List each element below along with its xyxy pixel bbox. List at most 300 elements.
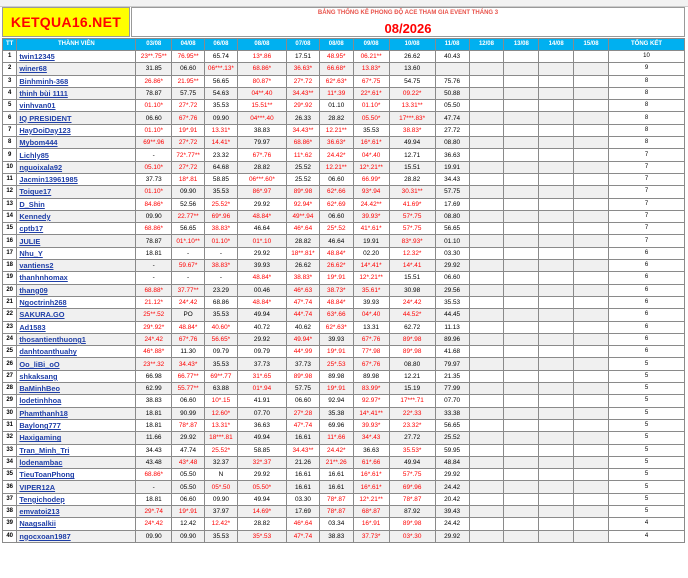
result-cell[interactable]: 40.43 bbox=[435, 51, 469, 63]
result-cell[interactable]: 89.98 bbox=[319, 370, 353, 382]
empty-cell[interactable] bbox=[539, 456, 574, 468]
result-cell[interactable] bbox=[435, 63, 469, 75]
result-cell[interactable]: 21.35 bbox=[435, 370, 469, 382]
empty-cell[interactable] bbox=[469, 149, 504, 161]
column-header[interactable]: 10/08 bbox=[389, 39, 435, 51]
empty-cell[interactable] bbox=[504, 149, 539, 161]
empty-cell[interactable] bbox=[469, 419, 504, 431]
result-cell[interactable]: 67*.76 bbox=[353, 358, 389, 370]
empty-cell[interactable] bbox=[504, 235, 539, 247]
result-cell[interactable]: 24.42* bbox=[319, 444, 353, 456]
result-cell[interactable]: 24.42 bbox=[435, 518, 469, 530]
result-cell[interactable]: 36.63* bbox=[287, 63, 320, 75]
result-cell[interactable]: 34*.43 bbox=[353, 432, 389, 444]
result-cell[interactable]: 84.86* bbox=[136, 198, 172, 210]
result-cell[interactable]: 21.95** bbox=[172, 75, 205, 87]
result-cell[interactable]: 17.69 bbox=[435, 198, 469, 210]
result-cell[interactable]: 30.98 bbox=[389, 284, 435, 296]
empty-cell[interactable] bbox=[504, 493, 539, 505]
site-logo[interactable] bbox=[2, 7, 130, 37]
result-cell[interactable]: 01.10* bbox=[136, 124, 172, 136]
result-cell[interactable]: 68.86* bbox=[136, 223, 172, 235]
result-cell[interactable]: 47.74 bbox=[172, 444, 205, 456]
empty-cell[interactable] bbox=[469, 63, 504, 75]
result-cell[interactable]: 27*.28 bbox=[287, 407, 320, 419]
empty-cell[interactable] bbox=[574, 530, 609, 542]
empty-cell[interactable] bbox=[504, 210, 539, 222]
empty-cell[interactable] bbox=[504, 383, 539, 395]
result-cell[interactable]: 67*.75 bbox=[353, 75, 389, 87]
result-cell[interactable]: 29.56 bbox=[435, 284, 469, 296]
result-cell[interactable]: 46.64 bbox=[319, 235, 353, 247]
empty-cell[interactable] bbox=[539, 149, 574, 161]
result-cell[interactable]: 57*.75 bbox=[389, 223, 435, 235]
result-cell[interactable]: 12*.21** bbox=[353, 161, 389, 173]
result-cell[interactable]: 11*.39 bbox=[319, 87, 353, 99]
result-cell[interactable]: 14*.41** bbox=[353, 407, 389, 419]
result-cell[interactable]: 58.85 bbox=[205, 173, 238, 185]
result-cell[interactable]: 35.61* bbox=[353, 284, 389, 296]
result-cell[interactable]: 34.43** bbox=[287, 87, 320, 99]
result-cell[interactable]: 13.60 bbox=[389, 63, 435, 75]
empty-cell[interactable] bbox=[504, 272, 539, 284]
result-cell[interactable]: 78*.87 bbox=[319, 493, 353, 505]
result-cell[interactable]: 79.97 bbox=[237, 137, 286, 149]
result-cell[interactable]: 06.60 bbox=[287, 395, 320, 407]
result-cell[interactable]: 89*.98 bbox=[389, 333, 435, 345]
empty-cell[interactable] bbox=[539, 432, 574, 444]
result-cell[interactable]: 87.92 bbox=[389, 505, 435, 517]
empty-cell[interactable] bbox=[504, 260, 539, 272]
result-cell[interactable]: 25.52 bbox=[435, 432, 469, 444]
member-name-link[interactable]: lodenambac bbox=[17, 456, 136, 468]
result-cell[interactable]: 05*.50 bbox=[205, 481, 238, 493]
result-cell[interactable]: 38.83 bbox=[319, 530, 353, 542]
result-cell[interactable]: 27.72 bbox=[435, 124, 469, 136]
result-cell[interactable]: 68.86* bbox=[136, 469, 172, 481]
result-cell[interactable]: 56.65 bbox=[205, 75, 238, 87]
empty-cell[interactable] bbox=[469, 358, 504, 370]
empty-cell[interactable] bbox=[469, 333, 504, 345]
empty-cell[interactable] bbox=[539, 198, 574, 210]
result-cell[interactable]: 38.83* bbox=[205, 223, 238, 235]
result-cell[interactable]: 35.53 bbox=[435, 296, 469, 308]
result-cell[interactable]: 19*.91 bbox=[319, 383, 353, 395]
result-cell[interactable]: 92.94* bbox=[287, 198, 320, 210]
member-name-link[interactable]: thinh bùi 1111 bbox=[17, 87, 136, 99]
result-cell[interactable]: 06.60 bbox=[319, 210, 353, 222]
result-cell[interactable]: 92.97* bbox=[353, 395, 389, 407]
empty-cell[interactable] bbox=[469, 75, 504, 87]
result-cell[interactable]: 54.63 bbox=[205, 87, 238, 99]
empty-cell[interactable] bbox=[574, 296, 609, 308]
result-cell[interactable]: 49.94 bbox=[237, 309, 286, 321]
result-cell[interactable]: 12.21** bbox=[319, 161, 353, 173]
empty-cell[interactable] bbox=[574, 198, 609, 210]
result-cell[interactable]: 90.99 bbox=[172, 407, 205, 419]
result-cell[interactable]: 47*.74 bbox=[287, 296, 320, 308]
member-name-link[interactable]: HayDoiDay123 bbox=[17, 124, 136, 136]
empty-cell[interactable] bbox=[574, 260, 609, 272]
result-cell[interactable]: 46*.88* bbox=[136, 346, 172, 358]
result-cell[interactable]: 04***.40 bbox=[237, 112, 286, 124]
empty-cell[interactable] bbox=[539, 51, 574, 63]
result-cell[interactable]: 11*.66 bbox=[319, 432, 353, 444]
result-cell[interactable]: 00.46 bbox=[237, 284, 286, 296]
result-cell[interactable]: 16.61 bbox=[287, 481, 320, 493]
result-cell[interactable]: 61*.66 bbox=[353, 456, 389, 468]
result-cell[interactable]: 27.72 bbox=[389, 432, 435, 444]
result-cell[interactable]: 68.88* bbox=[136, 284, 172, 296]
result-cell[interactable]: 89*.98 bbox=[287, 186, 320, 198]
empty-cell[interactable] bbox=[504, 223, 539, 235]
empty-cell[interactable] bbox=[469, 469, 504, 481]
result-cell[interactable]: 12*.21** bbox=[353, 493, 389, 505]
result-cell[interactable]: 35.38 bbox=[319, 407, 353, 419]
result-cell[interactable]: 01.10 bbox=[319, 100, 353, 112]
result-cell[interactable]: 67*.76 bbox=[237, 149, 286, 161]
empty-cell[interactable] bbox=[504, 112, 539, 124]
result-cell[interactable]: 18.81 bbox=[136, 407, 172, 419]
result-cell[interactable]: 01.10* bbox=[136, 186, 172, 198]
column-header[interactable]: 14/08 bbox=[539, 39, 574, 51]
result-cell[interactable]: 13.31** bbox=[389, 100, 435, 112]
result-cell[interactable]: 38.83* bbox=[205, 260, 238, 272]
result-cell[interactable]: 17.69 bbox=[287, 505, 320, 517]
result-cell[interactable]: 43*.48 bbox=[172, 456, 205, 468]
result-cell[interactable]: 27*.72 bbox=[172, 137, 205, 149]
result-cell[interactable]: 66.98 bbox=[136, 370, 172, 382]
result-cell[interactable]: 16.61 bbox=[287, 469, 320, 481]
column-header[interactable]: THÀNH VIÊN bbox=[17, 39, 136, 51]
result-cell[interactable]: 32*.37 bbox=[237, 456, 286, 468]
result-cell[interactable]: 01*.10** bbox=[172, 235, 205, 247]
empty-cell[interactable] bbox=[574, 63, 609, 75]
result-cell[interactable]: 46*.64 bbox=[287, 518, 320, 530]
member-name-link[interactable]: Binhminh-368 bbox=[17, 75, 136, 87]
result-cell[interactable]: 06.60 bbox=[136, 112, 172, 124]
empty-cell[interactable] bbox=[504, 530, 539, 542]
result-cell[interactable]: 64.68 bbox=[205, 161, 238, 173]
result-cell[interactable]: 17.51 bbox=[287, 51, 320, 63]
empty-cell[interactable] bbox=[504, 198, 539, 210]
result-cell[interactable]: 19*.91 bbox=[172, 505, 205, 517]
empty-cell[interactable] bbox=[574, 75, 609, 87]
empty-cell[interactable] bbox=[469, 198, 504, 210]
result-cell[interactable]: 78*.87 bbox=[319, 505, 353, 517]
result-cell[interactable]: 14*.41* bbox=[353, 260, 389, 272]
column-header[interactable]: 03/08 bbox=[136, 39, 172, 51]
empty-cell[interactable] bbox=[574, 493, 609, 505]
empty-cell[interactable] bbox=[539, 309, 574, 321]
empty-cell[interactable] bbox=[469, 260, 504, 272]
result-cell[interactable]: 41.91 bbox=[237, 395, 286, 407]
empty-cell[interactable] bbox=[504, 469, 539, 481]
empty-cell[interactable] bbox=[574, 149, 609, 161]
empty-cell[interactable] bbox=[574, 333, 609, 345]
result-cell[interactable]: 27*.72 bbox=[172, 100, 205, 112]
result-cell[interactable]: 14*.41 bbox=[389, 260, 435, 272]
result-cell[interactable]: 56.65 bbox=[435, 419, 469, 431]
result-cell[interactable]: 57.75 bbox=[172, 87, 205, 99]
empty-cell[interactable] bbox=[504, 395, 539, 407]
result-cell[interactable]: 18**.81* bbox=[287, 247, 320, 259]
column-header[interactable]: 15/08 bbox=[574, 39, 609, 51]
result-cell[interactable]: 24*.42 bbox=[136, 333, 172, 345]
member-name-link[interactable]: Tengichodep bbox=[17, 493, 136, 505]
result-cell[interactable]: 16*.91 bbox=[353, 518, 389, 530]
result-cell[interactable]: 77*.98 bbox=[353, 346, 389, 358]
result-cell[interactable]: 27*.72 bbox=[172, 161, 205, 173]
empty-cell[interactable] bbox=[469, 370, 504, 382]
empty-cell[interactable] bbox=[504, 444, 539, 456]
empty-cell[interactable] bbox=[574, 284, 609, 296]
result-cell[interactable]: 06.60 bbox=[172, 493, 205, 505]
empty-cell[interactable] bbox=[574, 51, 609, 63]
result-cell[interactable]: 26.62 bbox=[389, 51, 435, 63]
empty-cell[interactable] bbox=[539, 444, 574, 456]
result-cell[interactable]: 40.60* bbox=[205, 321, 238, 333]
empty-cell[interactable] bbox=[504, 137, 539, 149]
result-cell[interactable]: 48.84* bbox=[172, 321, 205, 333]
empty-cell[interactable] bbox=[574, 247, 609, 259]
result-cell[interactable]: 37.73 bbox=[237, 358, 286, 370]
empty-cell[interactable] bbox=[574, 383, 609, 395]
result-cell[interactable]: - bbox=[205, 272, 238, 284]
empty-cell[interactable] bbox=[539, 395, 574, 407]
member-name-link[interactable]: emvatoi213 bbox=[17, 505, 136, 517]
result-cell[interactable]: 39.93 bbox=[353, 296, 389, 308]
empty-cell[interactable] bbox=[574, 358, 609, 370]
result-cell[interactable]: 40.62 bbox=[287, 321, 320, 333]
result-cell[interactable]: 50.88 bbox=[435, 87, 469, 99]
result-cell[interactable]: 62.72 bbox=[389, 321, 435, 333]
result-cell[interactable]: 28.82 bbox=[287, 235, 320, 247]
result-cell[interactable]: 09.79 bbox=[205, 346, 238, 358]
member-name-link[interactable]: vantiens2 bbox=[17, 260, 136, 272]
empty-cell[interactable] bbox=[469, 456, 504, 468]
result-cell[interactable]: 29*.92 bbox=[287, 100, 320, 112]
empty-cell[interactable] bbox=[469, 272, 504, 284]
result-cell[interactable]: 35.53 bbox=[353, 124, 389, 136]
result-cell[interactable]: 09.90 bbox=[205, 112, 238, 124]
result-cell[interactable]: 66.99* bbox=[353, 173, 389, 185]
empty-cell[interactable] bbox=[539, 333, 574, 345]
empty-cell[interactable] bbox=[469, 87, 504, 99]
empty-cell[interactable] bbox=[539, 296, 574, 308]
result-cell[interactable]: 19*.91 bbox=[319, 346, 353, 358]
empty-cell[interactable] bbox=[539, 530, 574, 542]
result-cell[interactable]: 48.84* bbox=[319, 296, 353, 308]
result-cell[interactable]: 26.33 bbox=[287, 112, 320, 124]
result-cell[interactable]: 25.52* bbox=[205, 198, 238, 210]
empty-cell[interactable] bbox=[539, 493, 574, 505]
member-name-link[interactable]: Kennedy bbox=[17, 210, 136, 222]
result-cell[interactable]: 01.10* bbox=[353, 100, 389, 112]
empty-cell[interactable] bbox=[539, 137, 574, 149]
column-header[interactable]: TỔNG KẾT bbox=[608, 39, 684, 51]
result-cell[interactable]: 36.63 bbox=[435, 149, 469, 161]
result-cell[interactable]: 83.99* bbox=[353, 383, 389, 395]
member-name-link[interactable]: Ngoctrinh268 bbox=[17, 296, 136, 308]
empty-cell[interactable] bbox=[469, 432, 504, 444]
result-cell[interactable]: 48.84* bbox=[237, 272, 286, 284]
result-cell[interactable]: 57*.75 bbox=[389, 469, 435, 481]
result-cell[interactable]: 44.52* bbox=[389, 309, 435, 321]
result-cell[interactable]: 12.71 bbox=[389, 149, 435, 161]
result-cell[interactable]: 05.10* bbox=[136, 161, 172, 173]
result-cell[interactable]: 38.73* bbox=[319, 284, 353, 296]
result-cell[interactable]: 35.53 bbox=[205, 530, 238, 542]
empty-cell[interactable] bbox=[504, 358, 539, 370]
empty-cell[interactable] bbox=[504, 321, 539, 333]
empty-cell[interactable] bbox=[469, 112, 504, 124]
result-cell[interactable]: 11.13 bbox=[435, 321, 469, 333]
empty-cell[interactable] bbox=[504, 75, 539, 87]
empty-cell[interactable] bbox=[504, 284, 539, 296]
empty-cell[interactable] bbox=[504, 173, 539, 185]
result-cell[interactable]: 76.95** bbox=[172, 51, 205, 63]
member-name-link[interactable]: Nhu_Y bbox=[17, 247, 136, 259]
result-cell[interactable]: 23.29 bbox=[205, 284, 238, 296]
empty-cell[interactable] bbox=[504, 161, 539, 173]
empty-cell[interactable] bbox=[469, 235, 504, 247]
result-cell[interactable]: 36.63 bbox=[353, 444, 389, 456]
result-cell[interactable]: 46*.64 bbox=[287, 223, 320, 235]
result-cell[interactable]: 62*.63* bbox=[319, 75, 353, 87]
member-name-link[interactable]: danhtoanthuahy bbox=[17, 346, 136, 358]
result-cell[interactable]: 89.96 bbox=[435, 333, 469, 345]
result-cell[interactable]: 13.31 bbox=[353, 321, 389, 333]
result-cell[interactable]: - bbox=[205, 247, 238, 259]
result-cell[interactable]: 57.75 bbox=[435, 186, 469, 198]
result-cell[interactable]: 34.43 bbox=[136, 444, 172, 456]
result-cell[interactable]: 29.92 bbox=[435, 469, 469, 481]
empty-cell[interactable] bbox=[504, 346, 539, 358]
result-cell[interactable]: 37.73 bbox=[287, 358, 320, 370]
member-name-link[interactable]: BaMinhBeo bbox=[17, 383, 136, 395]
result-cell[interactable]: 16.61 bbox=[319, 469, 353, 481]
empty-cell[interactable] bbox=[539, 407, 574, 419]
result-cell[interactable]: 18*.81 bbox=[172, 173, 205, 185]
empty-cell[interactable] bbox=[469, 530, 504, 542]
result-cell[interactable]: 12*.21** bbox=[353, 272, 389, 284]
result-cell[interactable]: 24.42* bbox=[319, 149, 353, 161]
empty-cell[interactable] bbox=[574, 235, 609, 247]
empty-cell[interactable] bbox=[504, 296, 539, 308]
empty-cell[interactable] bbox=[504, 186, 539, 198]
empty-cell[interactable] bbox=[469, 395, 504, 407]
result-cell[interactable]: 63*.66 bbox=[319, 309, 353, 321]
result-cell[interactable]: 09.79 bbox=[237, 346, 286, 358]
result-cell[interactable]: 24.42** bbox=[353, 198, 389, 210]
column-header[interactable]: 04/08 bbox=[172, 39, 205, 51]
result-cell[interactable]: 49.94 bbox=[237, 432, 286, 444]
result-cell[interactable]: 09.90 bbox=[205, 493, 238, 505]
result-cell[interactable]: 54.75 bbox=[389, 75, 435, 87]
result-cell[interactable]: 05.50* bbox=[353, 112, 389, 124]
result-cell[interactable]: 21**.26 bbox=[319, 456, 353, 468]
empty-cell[interactable] bbox=[469, 247, 504, 259]
result-cell[interactable]: 12.21** bbox=[319, 124, 353, 136]
empty-cell[interactable] bbox=[574, 161, 609, 173]
empty-cell[interactable] bbox=[469, 346, 504, 358]
empty-cell[interactable] bbox=[504, 100, 539, 112]
empty-cell[interactable] bbox=[539, 272, 574, 284]
result-cell[interactable]: 72*.77** bbox=[172, 149, 205, 161]
empty-cell[interactable] bbox=[539, 469, 574, 481]
result-cell[interactable]: 13.31* bbox=[205, 419, 238, 431]
column-header[interactable]: 09/08 bbox=[353, 39, 389, 51]
result-cell[interactable]: 67*.76 bbox=[353, 333, 389, 345]
result-cell[interactable]: 14.41* bbox=[205, 137, 238, 149]
result-cell[interactable]: 89*.98 bbox=[287, 370, 320, 382]
result-cell[interactable]: 16*.61* bbox=[353, 481, 389, 493]
result-cell[interactable]: 15.19 bbox=[389, 383, 435, 395]
column-header[interactable]: 13/08 bbox=[504, 39, 539, 51]
result-cell[interactable]: - bbox=[136, 272, 172, 284]
empty-cell[interactable] bbox=[539, 100, 574, 112]
empty-cell[interactable] bbox=[469, 309, 504, 321]
empty-cell[interactable] bbox=[504, 247, 539, 259]
result-cell[interactable]: 38.83 bbox=[237, 124, 286, 136]
result-cell[interactable]: 68.86* bbox=[237, 63, 286, 75]
result-cell[interactable]: 28.82 bbox=[237, 518, 286, 530]
member-name-link[interactable]: thang09 bbox=[17, 284, 136, 296]
result-cell[interactable]: 35.53 bbox=[205, 358, 238, 370]
result-cell[interactable]: 06.60 bbox=[172, 63, 205, 75]
result-cell[interactable]: 08.80 bbox=[435, 137, 469, 149]
result-cell[interactable]: 67*.76 bbox=[172, 333, 205, 345]
result-cell[interactable]: 89.98 bbox=[353, 370, 389, 382]
result-cell[interactable]: 12.21 bbox=[389, 370, 435, 382]
result-cell[interactable]: 16*.61* bbox=[353, 469, 389, 481]
result-cell[interactable]: 93*.94 bbox=[353, 186, 389, 198]
member-name-link[interactable]: Phamthanh18 bbox=[17, 407, 136, 419]
empty-cell[interactable] bbox=[504, 432, 539, 444]
empty-cell[interactable] bbox=[539, 63, 574, 75]
empty-cell[interactable] bbox=[504, 456, 539, 468]
result-cell[interactable]: 04**.40 bbox=[237, 87, 286, 99]
result-cell[interactable]: 35.53 bbox=[205, 309, 238, 321]
result-cell[interactable]: 83*.93* bbox=[389, 235, 435, 247]
result-cell[interactable]: 47.74 bbox=[435, 112, 469, 124]
empty-cell[interactable] bbox=[469, 51, 504, 63]
result-cell[interactable]: N bbox=[205, 469, 238, 481]
empty-cell[interactable] bbox=[469, 296, 504, 308]
empty-cell[interactable] bbox=[504, 309, 539, 321]
result-cell[interactable]: 38.83* bbox=[287, 272, 320, 284]
empty-cell[interactable] bbox=[539, 419, 574, 431]
result-cell[interactable]: 26.62 bbox=[287, 260, 320, 272]
result-cell[interactable]: 12.42 bbox=[172, 518, 205, 530]
result-cell[interactable]: 39.93* bbox=[353, 419, 389, 431]
empty-cell[interactable] bbox=[504, 124, 539, 136]
result-cell[interactable]: 69.96 bbox=[319, 419, 353, 431]
result-cell[interactable]: 36.63* bbox=[319, 137, 353, 149]
member-name-link[interactable]: TieuToanPhong bbox=[17, 469, 136, 481]
result-cell[interactable]: 23.32* bbox=[389, 419, 435, 431]
result-cell[interactable]: 28.82 bbox=[389, 173, 435, 185]
result-cell[interactable]: 17***.71 bbox=[389, 395, 435, 407]
result-cell[interactable]: 66.68* bbox=[319, 63, 353, 75]
result-cell[interactable]: 15.51 bbox=[389, 272, 435, 284]
result-cell[interactable]: 46.64 bbox=[237, 223, 286, 235]
empty-cell[interactable] bbox=[574, 395, 609, 407]
result-cell[interactable]: 31*.65 bbox=[237, 370, 286, 382]
result-cell[interactable]: 12.32* bbox=[389, 247, 435, 259]
result-cell[interactable]: - bbox=[172, 247, 205, 259]
